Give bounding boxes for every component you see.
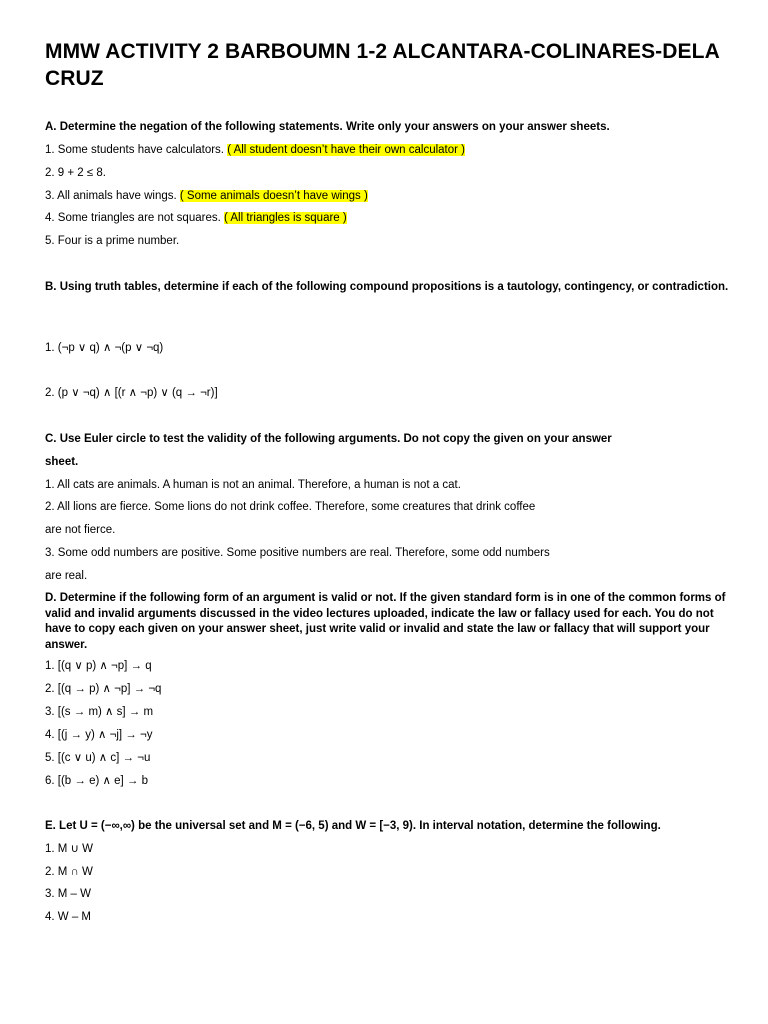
section-a-item xyxy=(45,234,179,249)
section-e-heading: E. Let U = (−∞,∞) be the universal set and M = (−6, 5) and W = [−3, 9). In interval notation, determine the following. xyxy=(45,820,661,832)
item-text: 5. Four is a prime number. xyxy=(45,235,180,247)
section-a-item xyxy=(45,166,106,181)
section-c-line: 1. All cats are animals. A human is not an animal. Therefore, a human is not a cat. xyxy=(45,479,461,491)
section-c-heading: C. Use Euler circle to test the validity of the following arguments. Do not copy the given on your answer xyxy=(45,433,612,445)
section-a-heading: A. Determine the negation of the following statements. Write only your answers on your answer sheets. xyxy=(45,121,610,133)
section-e-item: 1. M ∪ W xyxy=(45,843,94,855)
highlighted-answer: ( Some animals doesn’t have wings ) xyxy=(179,190,368,202)
section-a-item xyxy=(45,189,368,204)
highlighted-answer: ( All student doesn’t have their own calculator ) xyxy=(227,144,465,156)
section-b-item: 2. (p ∨ ¬q) ∧ [(r ∧ ¬p) ∨ (q → ¬r)] xyxy=(45,387,218,399)
section-a-item xyxy=(45,143,465,158)
section-d-item: 1. [(q ∨ p) ∧ ¬p] → q xyxy=(45,660,152,672)
section-d-item: 3. [(s → m) ∧ s] → m xyxy=(45,706,154,718)
item-text: 3. All animals have wings. xyxy=(45,190,180,202)
section-b-heading: B. Using truth tables, determine if each of the following compound propositions is a tautology, contingency, or contradiction. xyxy=(45,281,729,293)
section-c-line: are real. xyxy=(45,570,88,582)
section-e-item: 4. W – M xyxy=(45,911,92,923)
section-c-line: 2. All lions are fierce. Some lions do not drink coffee. Therefore, some creatures that drink coffee xyxy=(45,501,536,513)
section-e-item: 3. M – W xyxy=(45,888,92,900)
section-d-item: 2. [(q → p) ∧ ¬p] → ¬q xyxy=(45,683,162,695)
section-b-item: 1. (¬p ∨ q) ∧ ¬(p ∨ ¬q) xyxy=(45,342,164,354)
section-d-heading: D. Determine if the following form of an argument is valid or not. If the given standard form is in one of the common forms of valid and invalid arguments discussed in the video lectures uploaded, indicate the law or fallacy used for each. You do not have to copy each given on your answer sheet, just write valid or invalid and state the law or fallacy that will support your answer. xyxy=(45,592,726,651)
section-c-heading-cont: sheet. xyxy=(45,456,79,468)
item-text: 4. Some triangles are not squares. xyxy=(45,212,224,224)
section-a-item xyxy=(45,211,347,226)
item-text: 1. Some students have calculators. xyxy=(45,144,228,156)
section-c-line: 3. Some odd numbers are positive. Some positive numbers are real. Therefore, some odd numbers xyxy=(45,547,550,559)
highlighted-answer: ( All triangles is square ) xyxy=(224,212,347,224)
section-d-item: 4. [(j → y) ∧ ¬j] → ¬y xyxy=(45,729,153,741)
item-text: 2. 9 + 2 ≤ 8. xyxy=(45,167,106,179)
document-title: MMW ACTIVITY 2 BARBOUMN 1-2 ALCANTARA-COLINARES-DELA CRUZ xyxy=(45,40,720,90)
section-c-line: are not fierce. xyxy=(45,524,116,536)
section-d-item: 5. [(c ∨ u) ∧ c] → ¬u xyxy=(45,752,151,764)
section-e-item: 2. M ∩ W xyxy=(45,866,93,878)
section-d-item: 6. [(b → e) ∧ e] → b xyxy=(45,775,149,787)
